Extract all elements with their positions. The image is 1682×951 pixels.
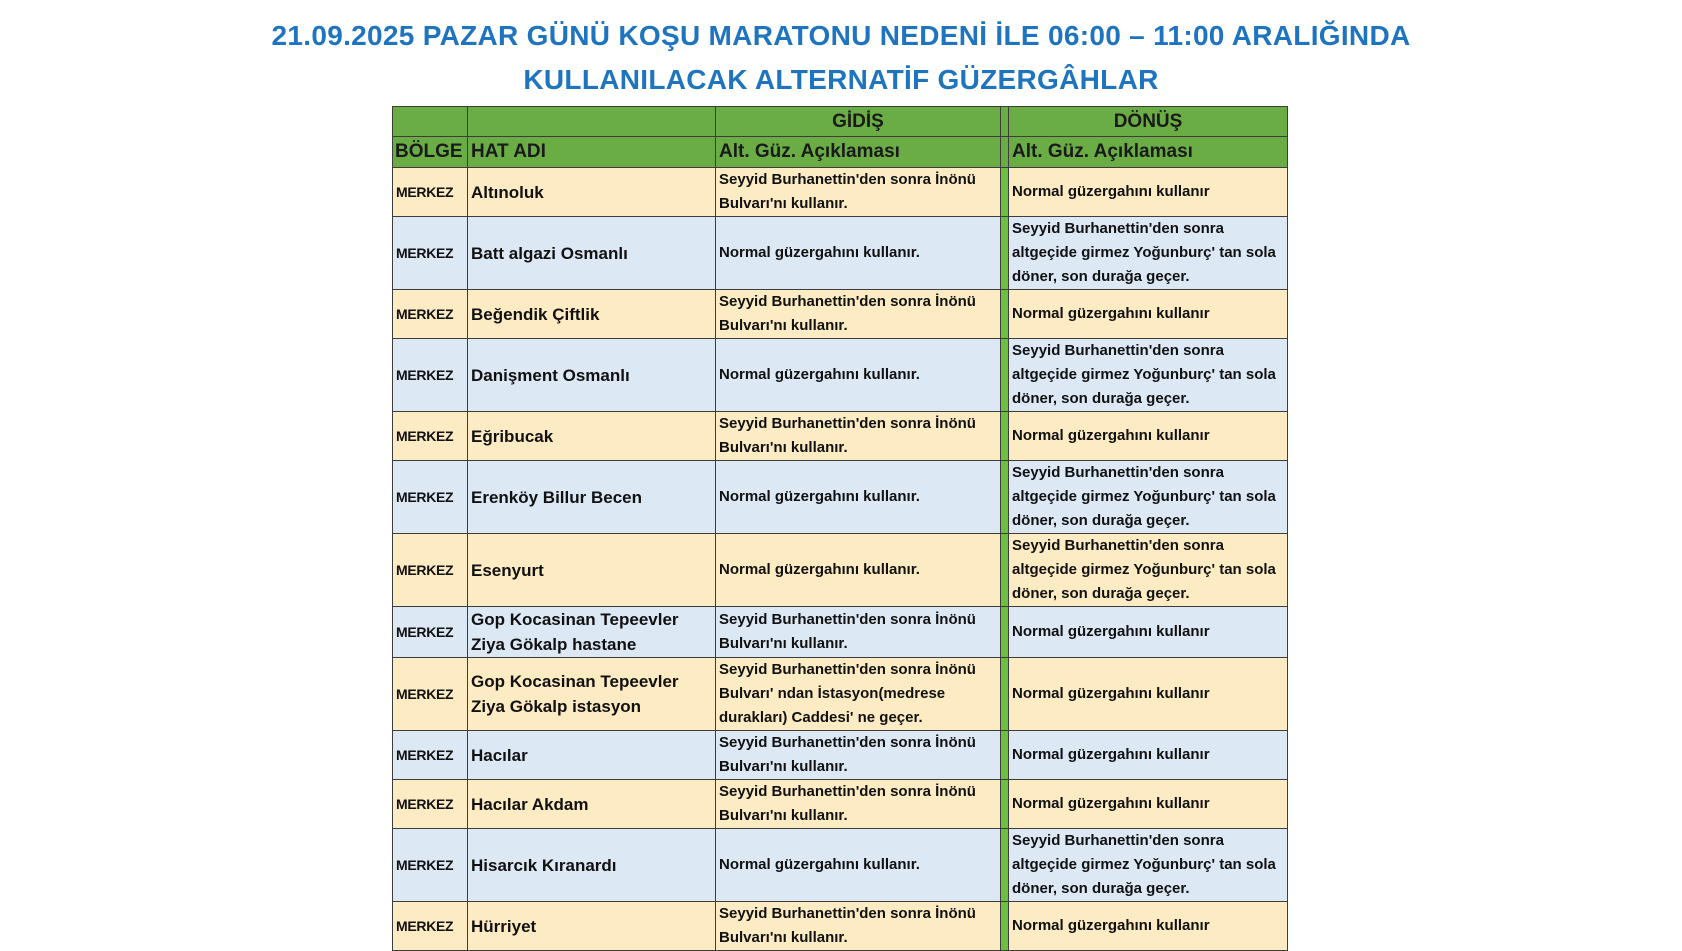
cell-region: MERKEZ [393, 829, 468, 902]
cell-line-name: Hürriyet [468, 902, 716, 951]
cell-region: MERKEZ [393, 534, 468, 607]
cell-outbound-desc: Seyyid Burhanettin'den sonra İnönü Bulvarı'nı kullanır. [716, 780, 1001, 829]
cell-region: MERKEZ [393, 339, 468, 412]
cell-return-desc: Normal güzergahını kullanır [1009, 168, 1288, 217]
cell-outbound-desc: Normal güzergahını kullanır. [716, 339, 1001, 412]
column-separator [1001, 107, 1009, 137]
column-separator [1001, 731, 1009, 780]
table-row [393, 731, 1288, 780]
cell-outbound-desc: Seyyid Burhanettin'den sonra İnönü Bulvarı'nı kullanır. [716, 731, 1001, 780]
cell-outbound-desc: Seyyid Burhanettin'den sonra İnönü Bulvarı'nı kullanır. [716, 290, 1001, 339]
cell-return-desc: Seyyid Burhanettin'den sonra altgeçide girmez Yoğunburç' tan sola döner, son durağa geçer. [1009, 461, 1288, 534]
cell-outbound-desc: Seyyid Burhanettin'den sonra İnönü Bulvarı'nı kullanır. [716, 902, 1001, 951]
cell-region: MERKEZ [393, 780, 468, 829]
column-separator [1001, 461, 1009, 534]
cell-outbound-desc: Normal güzergahını kullanır. [716, 217, 1001, 290]
cell-line-name: Hisarcık Kıranardı [468, 829, 716, 902]
alternative-routes-table [392, 106, 1288, 951]
group-header-empty [393, 107, 468, 137]
cell-line-name: Gop Kocasinan Tepeevler Ziya Gökalp istasyon [468, 658, 716, 731]
group-header-empty [468, 107, 716, 137]
cell-region: MERKEZ [393, 902, 468, 951]
cell-region: MERKEZ [393, 290, 468, 339]
column-separator [1001, 290, 1009, 339]
cell-return-desc: Normal güzergahını kullanır [1009, 658, 1288, 731]
group-header-outbound: GİDİŞ [716, 107, 1001, 137]
column-header-region: BÖLGE [393, 137, 468, 168]
column-separator [1001, 412, 1009, 461]
cell-outbound-desc: Seyyid Burhanettin'den sonra İnönü Bulvarı'nı kullanır. [716, 168, 1001, 217]
column-header-line: HAT ADI [468, 137, 716, 168]
table-row [393, 217, 1288, 290]
cell-outbound-desc: Seyyid Burhanettin'den sonra İnönü Bulvarı' ndan İstasyon(medrese durakları) Caddesi' ne geçer. [716, 658, 1001, 731]
column-separator [1001, 534, 1009, 607]
column-header-return-desc: Alt. Güz. Açıklaması [1009, 137, 1288, 168]
page-title-line-2: KULLANILACAK ALTERNATİF GÜZERGÂHLAR [523, 64, 1159, 95]
table-row [393, 168, 1288, 217]
table-row [393, 902, 1288, 951]
column-separator [1001, 607, 1009, 658]
cell-outbound-desc: Seyyid Burhanettin'den sonra İnönü Bulvarı'nı kullanır. [716, 607, 1001, 658]
group-header-row [393, 107, 1288, 137]
cell-return-desc: Normal güzergahını kullanır [1009, 902, 1288, 951]
cell-line-name: Hacılar Akdam [468, 780, 716, 829]
column-separator [1001, 217, 1009, 290]
cell-return-desc: Seyyid Burhanettin'den sonra altgeçide girmez Yoğunburç' tan sola döner, son durağa geçer. [1009, 534, 1288, 607]
cell-return-desc: Normal güzergahını kullanır [1009, 607, 1288, 658]
cell-return-desc: Seyyid Burhanettin'den sonra altgeçide girmez Yoğunburç' tan sola döner, son durağa geçer. [1009, 829, 1288, 902]
cell-outbound-desc: Normal güzergahını kullanır. [716, 534, 1001, 607]
cell-line-name: Hacılar [468, 731, 716, 780]
table-row [393, 607, 1288, 658]
cell-outbound-desc: Normal güzergahını kullanır. [716, 829, 1001, 902]
cell-line-name: Beğendik Çiftlik [468, 290, 716, 339]
cell-outbound-desc: Normal güzergahını kullanır. [716, 461, 1001, 534]
cell-region: MERKEZ [393, 217, 468, 290]
cell-line-name: Altınoluk [468, 168, 716, 217]
page-title-line-1: 21.09.2025 PAZAR GÜNÜ KOŞU MARATONU NEDENİ İLE 06:00 – 11:00 ARALIĞINDA [271, 20, 1411, 51]
column-separator [1001, 829, 1009, 902]
cell-outbound-desc: Seyyid Burhanettin'den sonra İnönü Bulvarı'nı kullanır. [716, 412, 1001, 461]
column-separator [1001, 780, 1009, 829]
table-row [393, 829, 1288, 902]
table-row [393, 461, 1288, 534]
cell-line-name: Erenköy Billur Becen [468, 461, 716, 534]
table-row [393, 780, 1288, 829]
column-header-outbound-desc: Alt. Güz. Açıklaması [716, 137, 1001, 168]
cell-region: MERKEZ [393, 658, 468, 731]
cell-line-name: Esenyurt [468, 534, 716, 607]
cell-return-desc: Normal güzergahını kullanır [1009, 731, 1288, 780]
table-row [393, 290, 1288, 339]
column-separator [1001, 339, 1009, 412]
cell-return-desc: Normal güzergahını kullanır [1009, 780, 1288, 829]
cell-region: MERKEZ [393, 461, 468, 534]
cell-return-desc: Normal güzergahını kullanır [1009, 412, 1288, 461]
table-row [393, 339, 1288, 412]
cell-region: MERKEZ [393, 168, 468, 217]
cell-region: MERKEZ [393, 412, 468, 461]
table-row [393, 412, 1288, 461]
cell-line-name: Eğribucak [468, 412, 716, 461]
cell-return-desc: Normal güzergahını kullanır [1009, 290, 1288, 339]
group-header-return: DÖNÜŞ [1009, 107, 1288, 137]
cell-return-desc: Seyyid Burhanettin'den sonra altgeçide girmez Yoğunburç' tan sola döner, son durağa geçer. [1009, 217, 1288, 290]
column-separator [1001, 902, 1009, 951]
column-separator [1001, 137, 1009, 168]
table-row [393, 658, 1288, 731]
cell-line-name: Batt algazi Osmanlı [468, 217, 716, 290]
table-row [393, 534, 1288, 607]
cell-region: MERKEZ [393, 607, 468, 658]
column-separator [1001, 168, 1009, 217]
column-header-row [393, 137, 1288, 168]
cell-line-name: Gop Kocasinan Tepeevler Ziya Gökalp hastane [468, 607, 716, 658]
cell-region: MERKEZ [393, 731, 468, 780]
cell-return-desc: Seyyid Burhanettin'den sonra altgeçide girmez Yoğunburç' tan sola döner, son durağa geçer. [1009, 339, 1288, 412]
column-separator [1001, 658, 1009, 731]
cell-line-name: Danişment Osmanlı [468, 339, 716, 412]
